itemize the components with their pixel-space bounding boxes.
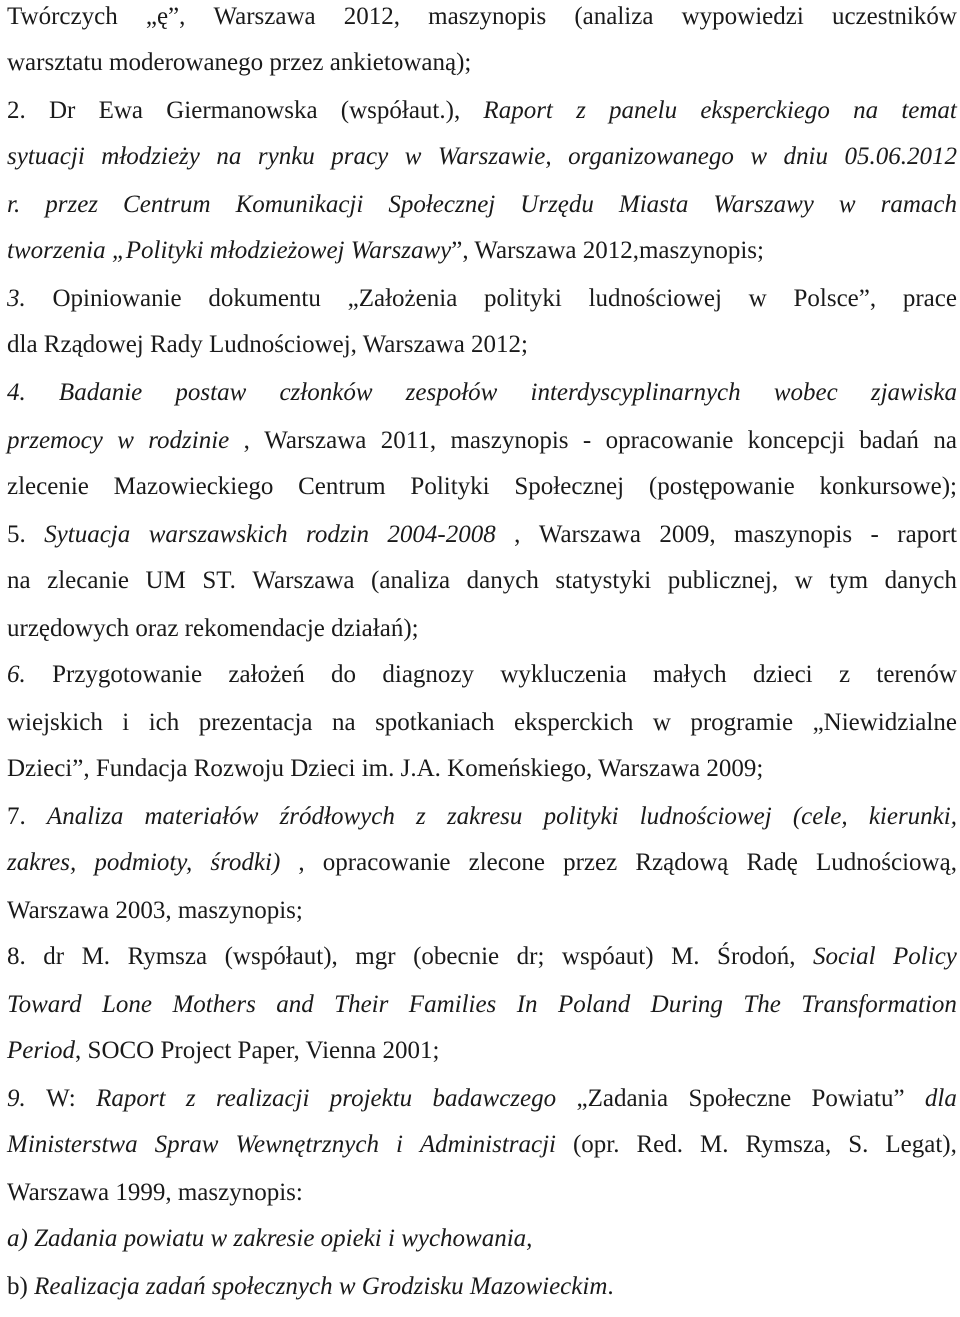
text-segment: b): [7, 1273, 35, 1300]
text-segment: Społecznej: [514, 473, 625, 500]
italic-text: podmioty,: [94, 849, 193, 876]
italic-text: Warszawy: [713, 191, 814, 218]
italic-text: zespołów: [405, 379, 498, 406]
text-segment: Warszawa: [538, 521, 641, 548]
text-segment: dr: [43, 943, 65, 970]
text-segment: .: [607, 1273, 614, 1300]
text-line: [7, 942, 957, 982]
text-segment: opracowanie: [322, 849, 451, 876]
text-segment: 2.: [7, 97, 26, 124]
italic-text: w: [117, 427, 134, 454]
text-segment: M.: [671, 943, 700, 970]
text-segment: zlecenie: [7, 473, 89, 500]
text-segment: Warszawa: [213, 3, 316, 30]
italic-text: dniu: [783, 143, 828, 170]
text-segment: Dr: [48, 97, 76, 124]
text-segment: „ę”,: [145, 3, 186, 30]
text-segment: ,: [514, 521, 521, 548]
italic-text: Period: [7, 1037, 76, 1064]
text-line: [7, 2, 957, 42]
text-segment: 7.: [7, 803, 26, 830]
text-segment: (opr.: [572, 1131, 620, 1158]
italic-text: Poland: [558, 991, 631, 1018]
text-line: [7, 754, 957, 794]
italic-text: młodzieży: [101, 143, 200, 170]
italic-text: interdyscyplinarnych: [530, 379, 741, 406]
italic-text: Lone: [102, 991, 153, 1018]
italic-text: przez: [45, 191, 99, 218]
text-line: [7, 48, 957, 88]
text-segment: na: [933, 427, 957, 454]
italic-text: dla: [924, 1085, 957, 1112]
text-line: [7, 330, 957, 370]
italic-text: Miasta: [618, 191, 689, 218]
italic-text: Toward: [7, 991, 82, 1018]
italic-text: tworzenia „Polityki młodzieżowej Warszawy: [7, 237, 452, 264]
italic-text: eksperckiego: [700, 97, 830, 124]
text-segment: UM: [145, 567, 186, 594]
text-segment: (analiza: [574, 3, 654, 30]
text-segment: w: [748, 285, 767, 312]
text-line: [7, 1224, 957, 1264]
text-line: [7, 990, 957, 1030]
text-segment: S.: [848, 1131, 869, 1158]
text-segment: 2012,: [343, 3, 401, 30]
text-segment: maszynopis: [734, 521, 853, 548]
text-line: [7, 426, 957, 466]
italic-text: z: [416, 803, 426, 830]
italic-text: 9.: [7, 1085, 26, 1112]
text-segment: terenów: [876, 661, 957, 688]
italic-text: rynku: [257, 143, 315, 170]
text-segment: danych: [466, 567, 539, 594]
text-segment: zlecone: [468, 849, 545, 876]
text-segment: Społeczne: [688, 1085, 792, 1112]
italic-text: Społecznej: [388, 191, 496, 218]
italic-text: Realizacja zadań społecznych w Grodzisku Mazowieckim: [34, 1273, 608, 1300]
italic-text: Ministerstwa: [7, 1131, 138, 1158]
italic-text: Wewnętrznych: [235, 1131, 379, 1158]
italic-text: Families: [408, 991, 497, 1018]
text-segment: 2011,: [380, 427, 437, 454]
text-line: [7, 708, 957, 748]
text-segment: (współaut.),: [340, 97, 461, 124]
text-segment: Polsce”,: [793, 285, 877, 312]
text-line: [7, 660, 957, 700]
text-segment: Warszawa: [264, 427, 367, 454]
text-line: [7, 1272, 957, 1312]
italic-text: Analiza: [46, 803, 124, 830]
text-line: [7, 1178, 957, 1218]
text-segment: Rymsza: [127, 943, 208, 970]
italic-text: Centrum: [123, 191, 211, 218]
italic-text: 6.: [7, 661, 26, 688]
italic-text: materiałów: [144, 803, 259, 830]
text-segment: wykluczenia: [500, 661, 627, 688]
italic-text: 3.: [7, 285, 26, 312]
text-line: [7, 1036, 957, 1076]
text-segment: raport: [897, 521, 957, 548]
text-segment: Legat),: [885, 1131, 957, 1158]
italic-text: Urzędu: [520, 191, 594, 218]
italic-text: środki): [210, 849, 281, 876]
italic-text: and: [276, 991, 314, 1018]
text-segment: -: [870, 521, 879, 548]
text-segment: uczestników: [831, 3, 957, 30]
text-segment: w: [652, 709, 671, 736]
text-segment: spotkaniach: [375, 709, 495, 736]
italic-text: Transformation: [801, 991, 957, 1018]
text-segment: diagnozy: [382, 661, 475, 688]
text-segment: do: [331, 661, 357, 688]
italic-text: rodzin: [306, 521, 369, 548]
text-segment: ”, Warszawa 2012,maszynopis;: [451, 237, 764, 264]
text-segment: badań: [859, 427, 919, 454]
italic-text: a) Zadania powiatu w zakresie opieki i wychowania,: [7, 1225, 533, 1252]
text-segment: ,: [243, 427, 250, 454]
text-segment: Warszawa 2003, maszynopis;: [7, 897, 303, 924]
italic-text: kierunki,: [868, 803, 957, 830]
text-segment: małych: [653, 661, 727, 688]
text-segment: dzieci: [752, 661, 813, 688]
text-segment: Warszawa: [252, 567, 355, 594]
italic-text: zakresu: [446, 803, 523, 830]
italic-text: ramach: [880, 191, 957, 218]
text-line: [7, 472, 957, 512]
text-segment: Radę: [746, 849, 798, 876]
text-segment: (współaut),: [224, 943, 338, 970]
text-segment: tym: [829, 567, 869, 594]
italic-text: wobec: [773, 379, 838, 406]
text-segment: maszynopis: [428, 3, 547, 30]
text-line: [7, 802, 957, 842]
text-line: [7, 614, 957, 654]
text-segment: prezentacja: [198, 709, 313, 736]
text-segment: przez: [563, 849, 618, 876]
text-segment: 5.: [7, 521, 26, 548]
italic-text: (cele,: [792, 803, 848, 830]
text-segment: W:: [46, 1085, 76, 1112]
italic-text: Komunikacji: [235, 191, 364, 218]
text-segment: maszynopis: [450, 427, 569, 454]
italic-text: pracy: [331, 143, 389, 170]
text-segment: programie: [690, 709, 794, 736]
text-line: [7, 896, 957, 936]
text-segment: M.: [700, 1131, 729, 1158]
italic-text: w: [838, 191, 856, 218]
text-segment: Opiniowanie: [52, 285, 182, 312]
text-segment: konkursowe);: [819, 473, 957, 500]
text-segment: zlecanie: [47, 567, 129, 594]
text-line: [7, 1084, 957, 1124]
text-line: [7, 1130, 957, 1170]
italic-text: In: [516, 991, 538, 1018]
text-segment: koncepcji: [747, 427, 845, 454]
italic-text: zakres,: [7, 849, 77, 876]
text-segment: mgr: [355, 943, 396, 970]
italic-text: Warszawie,: [437, 143, 552, 170]
text-segment: (postępowanie: [648, 473, 795, 500]
text-segment: ST.: [202, 567, 236, 594]
italic-text: zjawiska: [870, 379, 957, 406]
italic-text: Raport: [96, 1085, 166, 1112]
text-segment: ,: [298, 849, 305, 876]
text-segment: na: [7, 567, 31, 594]
text-segment: dla Rządowej Rady Ludnościowej, Warszawa 2012;: [7, 331, 528, 358]
text-segment: statystyki: [555, 567, 652, 594]
italic-text: źródłowych: [279, 803, 395, 830]
text-segment: M.: [81, 943, 111, 970]
text-line: [7, 566, 957, 606]
text-line: [7, 236, 957, 276]
italic-text: Social: [813, 943, 876, 970]
text-segment: danych: [884, 567, 957, 594]
italic-text: z: [185, 1085, 196, 1112]
text-segment: Polityki: [410, 473, 490, 500]
text-segment: Centrum: [298, 473, 386, 500]
text-line: [7, 190, 957, 230]
italic-text: Policy: [893, 943, 957, 970]
text-segment: (obecnie: [413, 943, 500, 970]
text-segment: Mazowieckiego: [113, 473, 274, 500]
text-segment: Środoń,: [717, 943, 796, 970]
text-segment: 2009,: [659, 521, 716, 548]
text-segment: wspóaut): [561, 943, 654, 970]
text-segment: opracowanie: [605, 427, 734, 454]
italic-text: organizowanego: [568, 143, 734, 170]
italic-text: temat: [901, 97, 957, 124]
text-segment: z: [838, 661, 851, 688]
text-segment: na: [332, 709, 356, 736]
italic-text: ludnościowej: [639, 803, 772, 830]
text-segment: wiejskich: [7, 709, 103, 736]
italic-text: Administracji: [419, 1131, 556, 1158]
italic-text: Sytuacja: [44, 521, 131, 548]
text-segment: „Zadania: [576, 1085, 669, 1112]
italic-text: i: [395, 1131, 403, 1158]
italic-text: badawczego: [432, 1085, 557, 1112]
italic-text: projektu: [329, 1085, 413, 1112]
text-segment: Dzieci”, Fundacja Rozwoju Dzieci im. J.A. Komeńskiego, Warszawa 2009;: [7, 755, 764, 782]
italic-text: Raport: [483, 97, 553, 124]
italic-text: rodzinie: [148, 427, 230, 454]
italic-text: The: [743, 991, 781, 1018]
italic-text: na: [853, 97, 879, 124]
italic-text: sytuacji: [7, 143, 85, 170]
italic-text: Badanie: [58, 379, 143, 406]
italic-text: członków: [279, 379, 373, 406]
text-segment: 8.: [7, 943, 26, 970]
text-segment: dr;: [516, 943, 545, 970]
text-line: [7, 284, 957, 324]
text-segment: prace: [902, 285, 957, 312]
text-segment: ludnościowej: [588, 285, 722, 312]
text-segment: Ewa: [98, 97, 143, 124]
text-segment: urzędowych oraz rekomendacje działań);: [7, 615, 419, 642]
text-segment: eksperckich: [513, 709, 634, 736]
text-segment: (analiza: [371, 567, 451, 594]
italic-text: polityki: [543, 803, 619, 830]
italic-text: realizacji: [215, 1085, 310, 1112]
text-segment: Ludnościową,: [816, 849, 957, 876]
text-segment: w: [794, 567, 813, 594]
italic-text: Spraw: [154, 1131, 219, 1158]
text-segment: wypowiedzi: [681, 3, 804, 30]
text-segment: warsztatu moderowanego przez ankietowaną);: [7, 49, 472, 76]
text-segment: polityki: [484, 285, 562, 312]
text-segment: Red.: [636, 1131, 684, 1158]
italic-text: r.: [7, 191, 21, 218]
text-segment: -: [582, 427, 592, 454]
text-segment: i: [122, 709, 130, 736]
italic-text: panelu: [609, 97, 678, 124]
text-segment: Twórczych: [7, 3, 118, 30]
text-segment: , SOCO Project Paper, Vienna 2001;: [75, 1037, 440, 1064]
text-segment: dokumentu: [208, 285, 321, 312]
italic-text: warszawskich: [148, 521, 288, 548]
italic-text: Mothers: [172, 991, 256, 1018]
text-segment: „Założenia: [347, 285, 458, 312]
italic-text: During: [650, 991, 723, 1018]
italic-text: w: [750, 143, 768, 170]
text-line: [7, 96, 957, 136]
text-segment: Powiatu”: [811, 1085, 905, 1112]
text-segment: publicznej,: [667, 567, 779, 594]
text-line: [7, 142, 957, 182]
text-segment: Rymsza,: [745, 1131, 832, 1158]
italic-text: z: [576, 97, 586, 124]
italic-text: 4.: [7, 379, 26, 406]
italic-text: Their: [334, 991, 389, 1018]
text-segment: założeń: [228, 661, 305, 688]
text-segment: ich: [148, 709, 180, 736]
text-segment: Przygotowanie: [52, 661, 203, 688]
text-segment: Rządową: [635, 849, 729, 876]
italic-text: 05.06.2012: [844, 143, 957, 170]
italic-text: 2004-2008: [387, 521, 496, 548]
italic-text: na: [216, 143, 242, 170]
text-segment: Warszawa 1999, maszynopis:: [7, 1179, 303, 1206]
text-segment: Giermanowska: [166, 97, 318, 124]
text-line: [7, 848, 957, 888]
text-line: [7, 378, 957, 418]
italic-text: przemocy: [7, 427, 103, 454]
italic-text: w: [404, 143, 422, 170]
text-line: [7, 520, 957, 560]
italic-text: postaw: [175, 379, 247, 406]
text-segment: „Niewidzialne: [812, 709, 957, 736]
